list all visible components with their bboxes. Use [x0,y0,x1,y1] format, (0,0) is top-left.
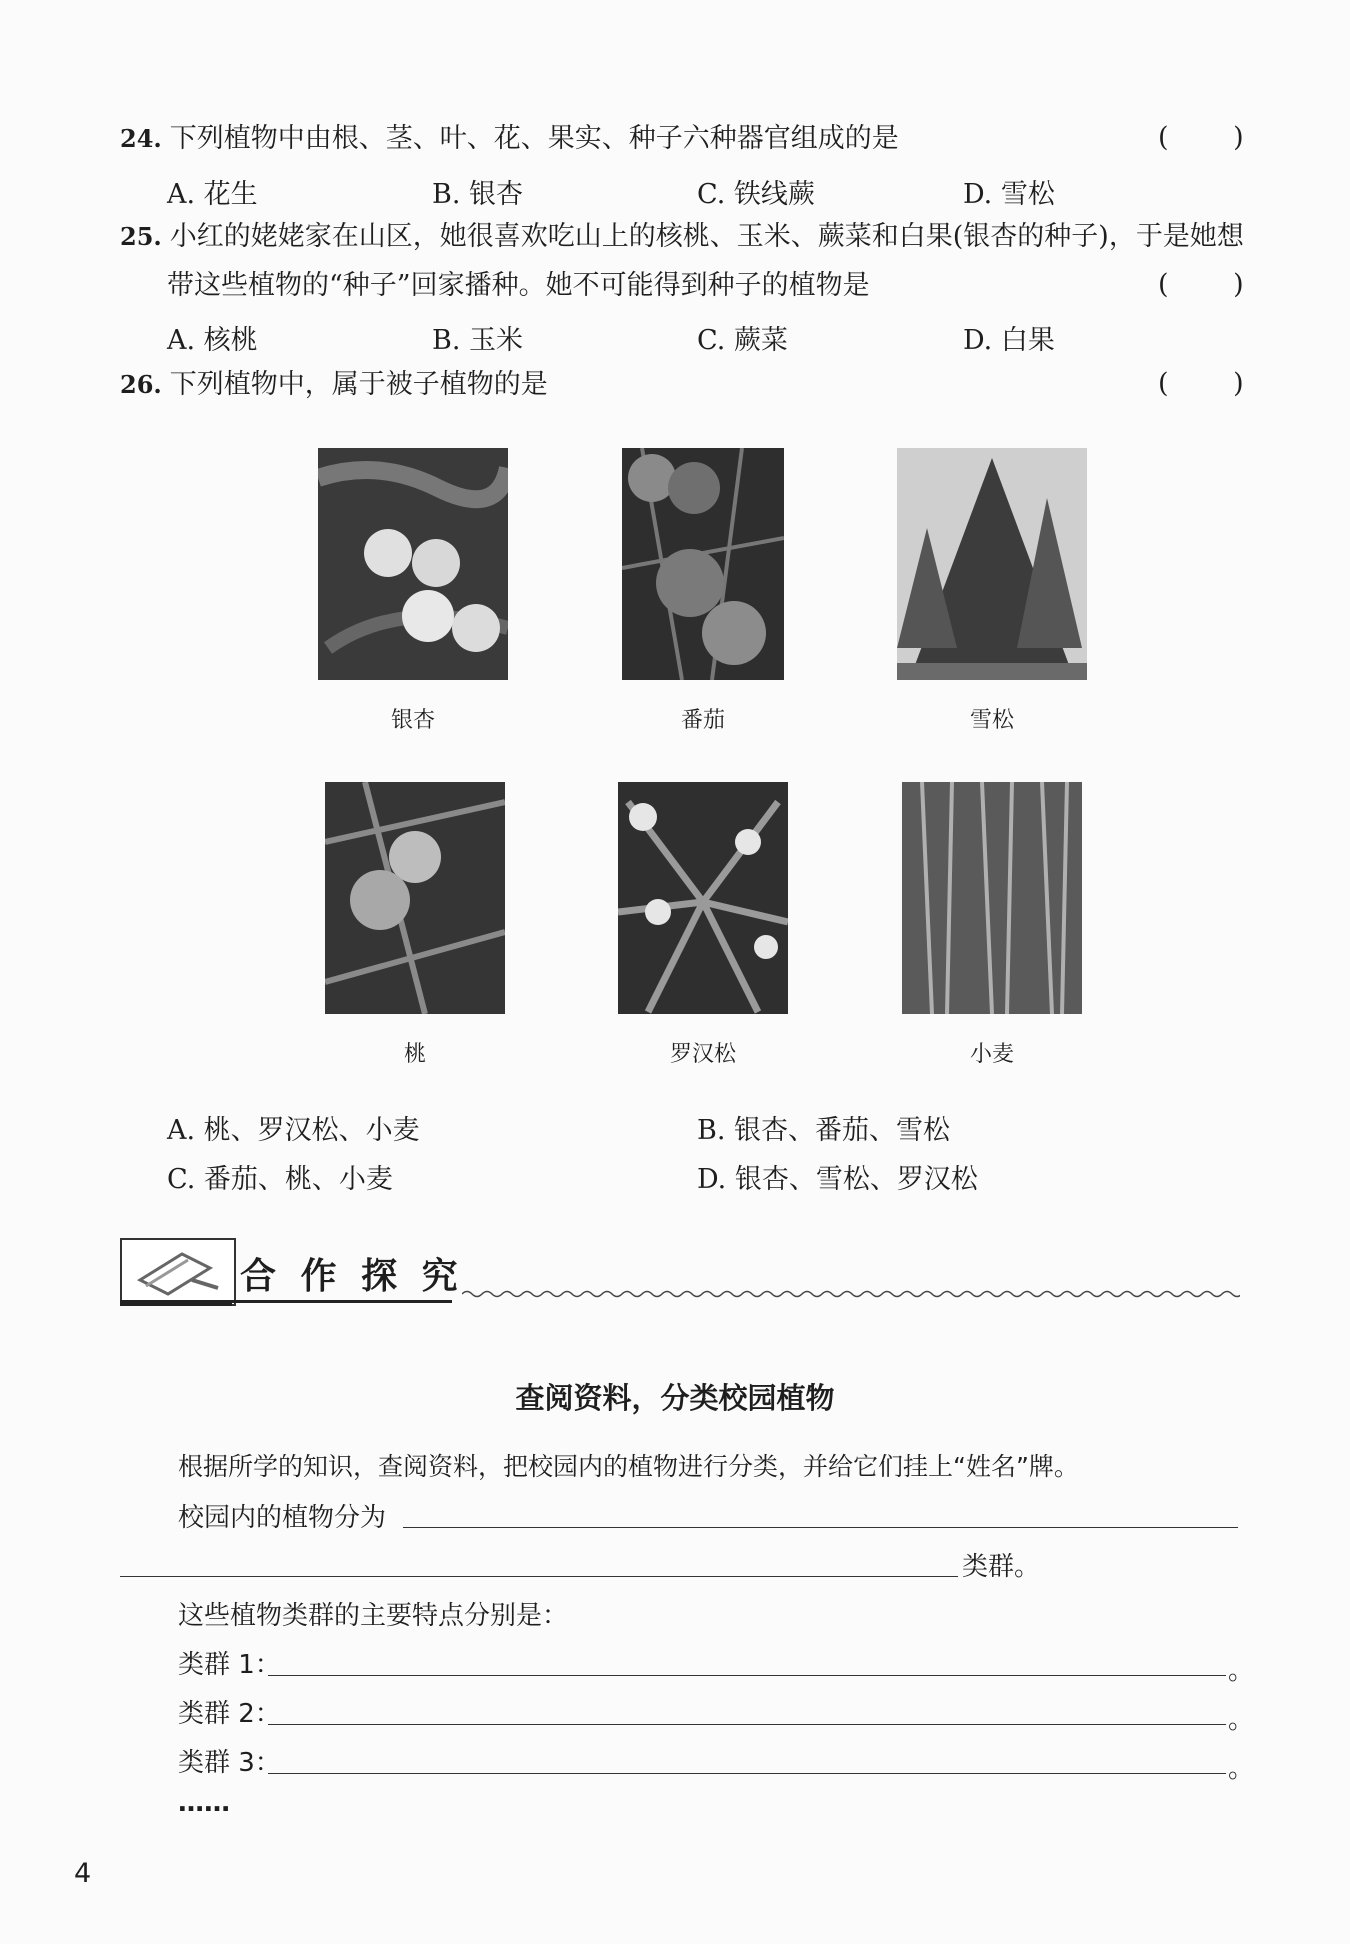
answer-bracket: ( ) [1158,122,1272,153]
answer-line[interactable] [268,1675,1226,1676]
option-c: C. 铁线蕨 [697,179,815,210]
option-c: C. 蕨菜 [697,325,788,356]
section-icon [120,1238,236,1306]
question-26 [120,368,548,402]
caption-podocarpus: 罗汉松 [669,1042,736,1067]
option-b: B. 银杏、番茄、雪松 [697,1115,951,1146]
option-c: C. 番茄、桃、小麦 [167,1164,393,1195]
question-number: 25. [120,222,162,251]
section-underline [120,1300,232,1306]
option-d: D. 银杏、雪松、罗汉松 [697,1164,978,1195]
answer-line[interactable] [403,1527,1238,1528]
group-2-label: 类群 2： [178,1699,281,1729]
question-number: 24. [120,124,162,153]
question-number: 26. [120,370,162,399]
option-b: B. 玉米 [432,325,524,356]
tomato-photo [622,448,784,680]
answer-line[interactable] [120,1576,958,1577]
question-25 [120,220,1244,254]
option-d: D. 雪松 [963,179,1055,210]
question-24 [120,122,899,156]
group-3-label: 类群 3： [178,1748,281,1778]
option-a: A. 花生 [167,179,258,210]
end-mark: 。 [1228,1705,1255,1735]
caption-ginkgo: 银杏 [390,708,435,733]
answer-line[interactable] [268,1773,1226,1774]
activity-intro: 根据所学的知识，查阅资料，把校园内的植物进行分类，并给它们挂上“姓名”牌。 [178,1452,1079,1481]
features-label: 这些植物类群的主要特点分别是： [178,1601,569,1631]
wheat-photo [902,782,1082,1014]
question-text: 小红的姥姥家在山区，她很喜欢吃山上的核桃、玉米、蕨菜和白果(银杏的种子)，于是她想 [169,221,1244,252]
caption-wheat: 小麦 [969,1042,1014,1067]
cedar-photo [897,448,1087,680]
caption-cedar: 雪松 [969,708,1014,733]
question-text: 下列植物中由根、茎、叶、花、果实、种子六种器官组成的是 [169,123,899,154]
answer-bracket: ( ) [1158,368,1272,399]
caption-tomato: 番茄 [680,708,725,733]
wavy-line [462,1286,1240,1300]
peach-photo [325,782,505,1014]
page-number: 4 [74,1858,92,1889]
answer-bracket: ( ) [1158,269,1272,300]
line2-suffix: 类群。 [962,1552,1041,1582]
ginkgo-photo [318,448,508,680]
section-underline [232,1300,452,1303]
answer-line[interactable] [268,1724,1226,1725]
caption-peach: 桃 [403,1042,426,1067]
podocarpus-photo [618,782,788,1014]
line1-label: 校园内的植物分为 [178,1503,387,1533]
option-a: A. 桃、罗汉松、小麦 [167,1115,420,1146]
option-b: B. 银杏 [432,179,524,210]
option-d: D. 白果 [963,325,1055,356]
group-1-label: 类群 1： [178,1650,281,1680]
section-header: 合 作 探 究 [240,1256,464,1297]
question-text: 下列植物中，属于被子植物的是 [169,369,548,400]
question-text-line2: 带这些植物的“种子”回家播种。她不可能得到种子的植物是 [167,270,870,301]
end-mark: 。 [1228,1754,1255,1784]
activity-title: 查阅资料，分类校园植物 [515,1381,835,1415]
ellipsis: …… [178,1788,230,1818]
option-a: A. 核桃 [167,325,258,356]
end-mark: 。 [1228,1656,1255,1686]
